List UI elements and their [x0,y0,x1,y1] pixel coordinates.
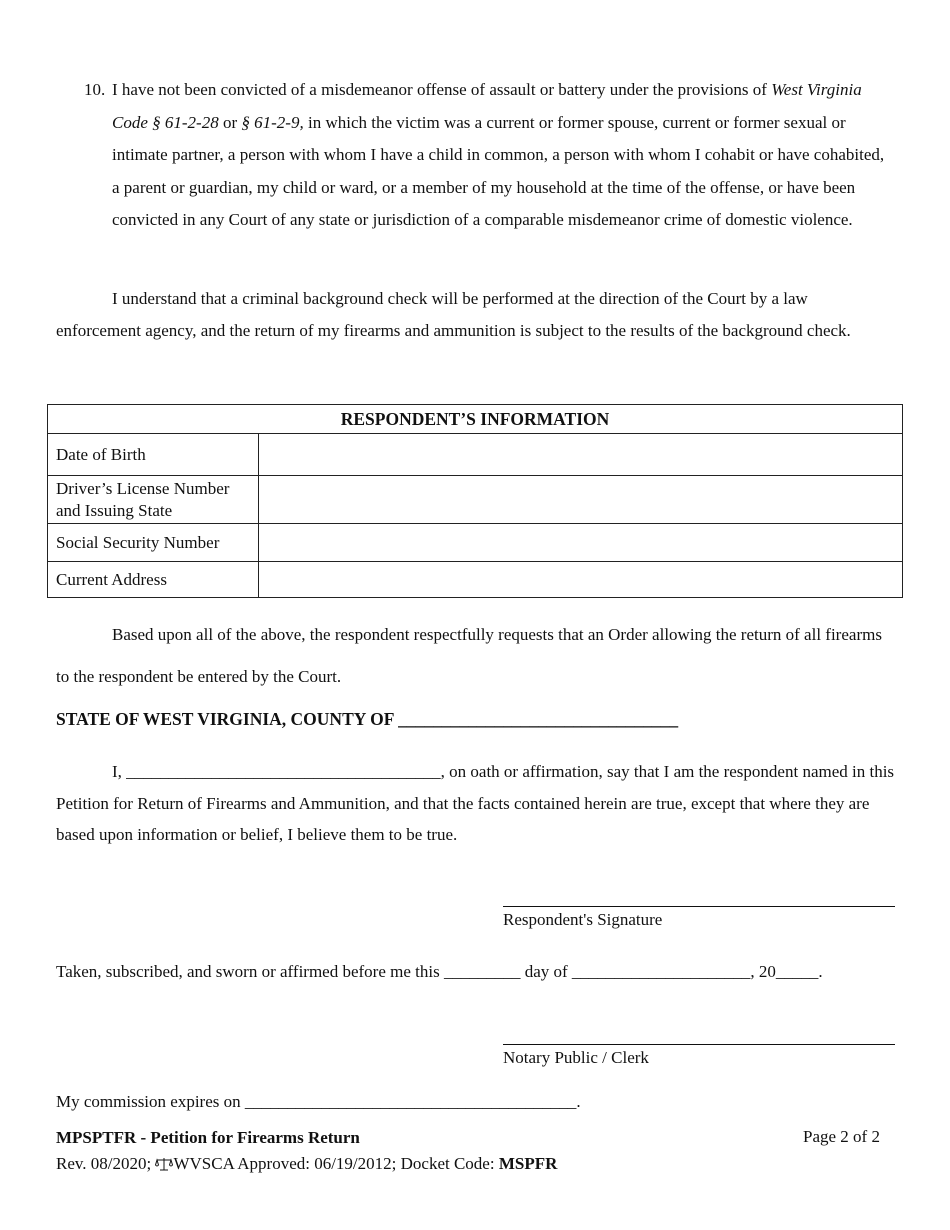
request-paragraph: Based upon all of the above, the respondent respectfully requests that an Order allowing the return of all firearms to the respondent be entered by the Court. [56,625,882,686]
item-number: 10. [84,80,106,99]
item-10-text: I have not been convicted of a misdemeanor offense of assault or battery under the provisions of West Virginia Code § 61-2-28 or § 61-2-9, in which the victim was a current or former spouse, current or former sexual or intimate partner, a person with whom I have a child in common, a person with whom I cohabit or have cohabited, a parent or guardian, my child or ward, or a member of my household at the time of the offense, or have been convicted in any Court of any state or jurisdiction of a comparable misdemeanor crime of domestic violence. [112,80,885,229]
oath-paragraph: I, _____________________________________, on oath or affirmation, say that I am the respondent named in this Petition for Return of Firearms and Ammunition, and that the facts contained herein are true, except that where they are based upon information or belief, I believe them to be true. [56,762,895,844]
table-row [48,476,903,524]
respondent-signature-label: Respondent's Signature [503,910,663,929]
form-title: MPSPTFR - Petition for Firearms Return [56,1128,360,1147]
row-label-ssn: Social Security Number [48,524,259,562]
respondent-signature-line[interactable] [503,906,895,907]
notary-label: Notary Public / Clerk [503,1048,649,1067]
scales-of-justice-icon [155,1156,173,1170]
state-county-line: STATE OF WEST VIRGINIA, COUNTY OF ________________________________ [56,709,679,729]
dob-field[interactable] [259,434,903,476]
respondent-info-table [47,404,903,598]
code-citation-b: § 61-2-9, [241,112,304,132]
row-label-dob: Date of Birth [48,434,259,476]
row-label-address: Current Address [48,562,259,598]
docket-code: MSPFR [498,1154,558,1173]
table-row [48,524,903,562]
respondent-info-header: RESPONDENT’S INFORMATION [48,405,903,434]
row-label-license: Driver’s License Number and Issuing State [48,476,259,524]
sworn-line: Taken, subscribed, and sworn or affirmed before me this _________ day of _____________________, 20_____. [56,962,823,981]
item-10 [84,74,894,237]
address-field[interactable] [259,562,903,598]
commission-line: My commission expires on _______________________________________. [56,1092,581,1111]
page-number: Page 2 of 2 [803,1127,880,1146]
code-citation-a: West Virginia Code § 61-2-28 [112,80,862,132]
table-row [48,434,903,476]
notary-signature-line[interactable] [503,1044,895,1045]
revision-line: Rev. 08/2020; WVSCA Approved: 06/19/2012; Docket Code: MSPFR [56,1154,558,1173]
ssn-field[interactable] [259,524,903,562]
background-check-paragraph: I understand that a criminal background check will be performed at the direction of the Court by a law enforcement agency, and the return of my firearms and ammunition is subject to the results of the background check. [56,289,851,340]
table-row [48,562,903,598]
license-field[interactable] [259,476,903,524]
